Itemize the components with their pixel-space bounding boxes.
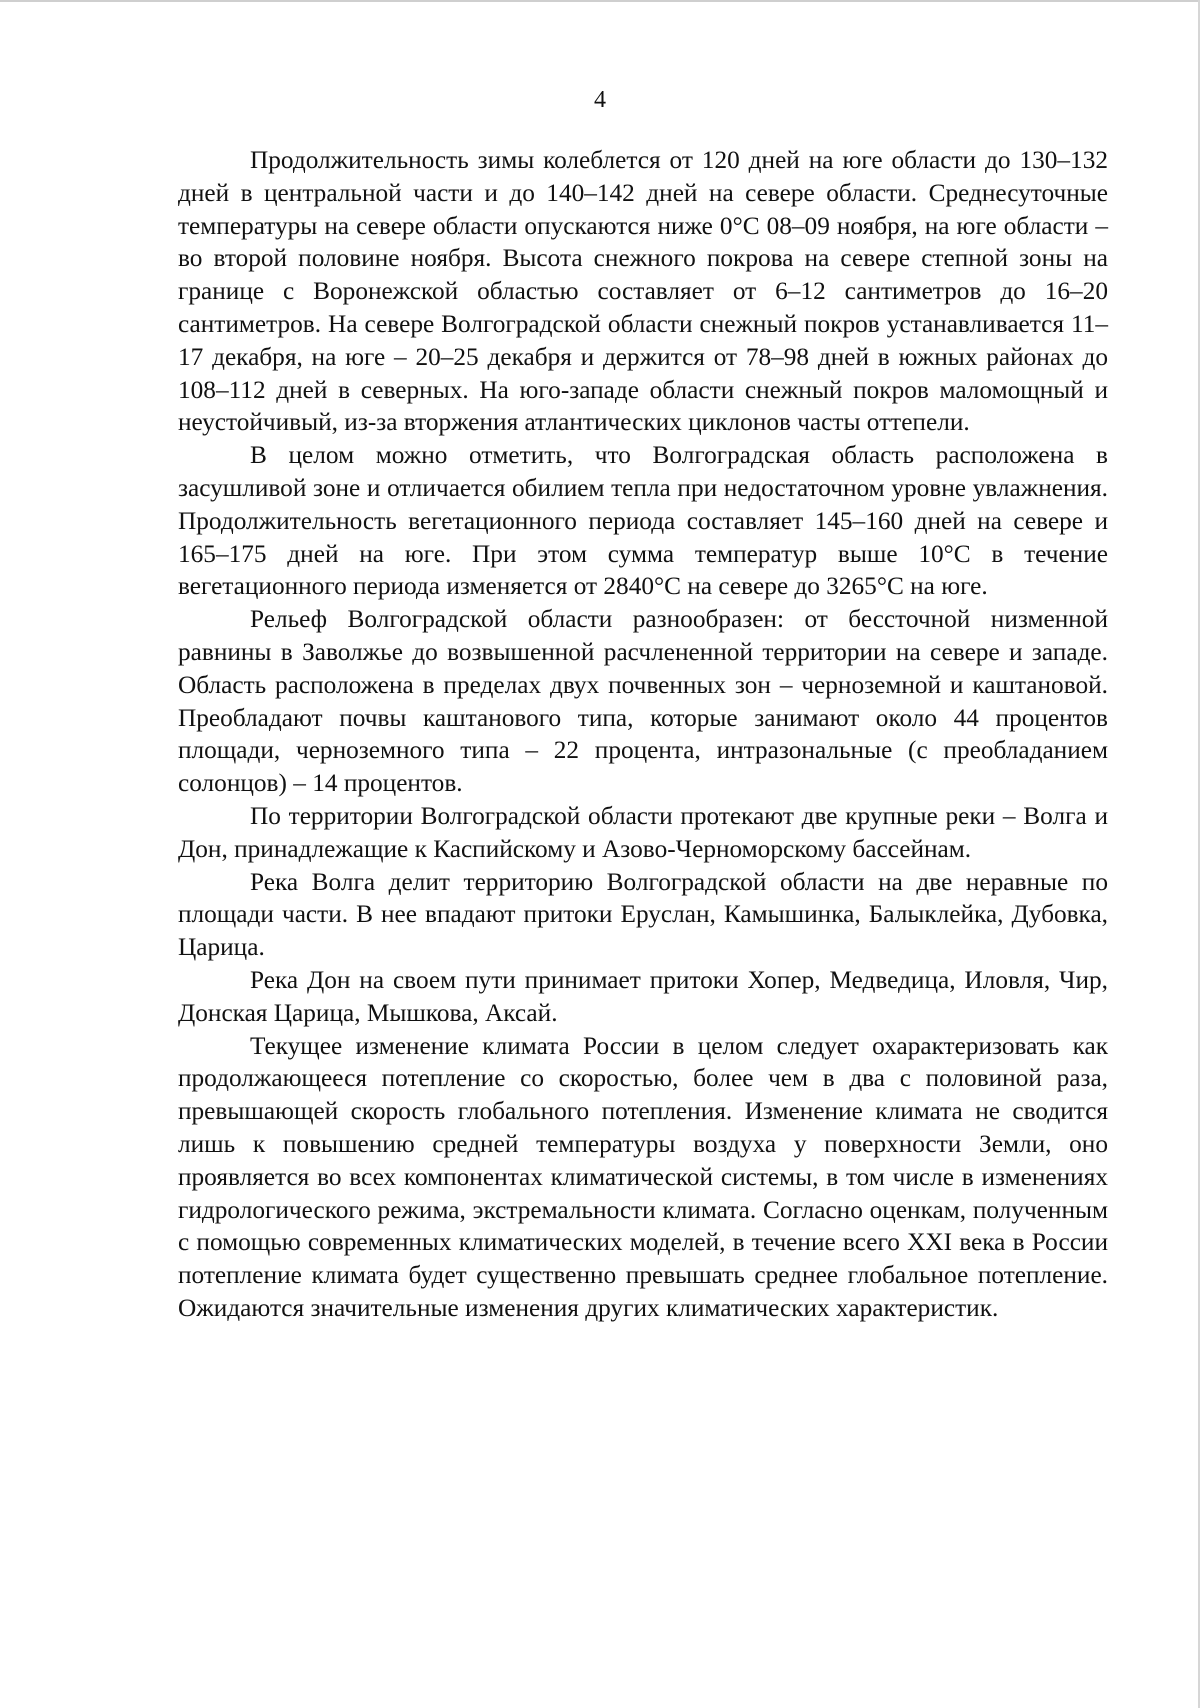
paragraph-climate-summary: В целом можно отметить, что Волгоградская область расположена в засушливой зоне и отличается обилием тепла при недостаточном уровне увлажнения. Продолжительность вегетационного периода составляет 145–160 дней на севере и 165–175 дней на юге. При этом сумма температур выше 10°С в течение вегетационного периода изменяется от 2840°С на севере до 3265°С на юге. [178, 441, 1108, 601]
paragraph-relief-soils: Рельеф Волгоградской области разнообразен: от бессточной низменной равнины в Заволжье до возвышенной расчлененной территории на севере и западе. Область расположена в пределах двух почвенных зон – черноземной и каштановой. Преобладают почвы каштанового типа, которые занимают около 44 процентов площади, черноземного типа – 22 процента, интразональные (с преобладанием солонцов) – 14 процентов. [178, 605, 1108, 798]
page-number: 4 [594, 87, 606, 113]
paragraph-volga: Река Волга делит территорию Волгоградской области на две неравные по площади части. В нее впадают притоки Еруслан, Камышинка, Балыклейка, Дубовка, Царица. [178, 867, 1108, 962]
scan-edge-top [0, 0, 1200, 2]
paragraph-rivers: По территории Волгоградской области протекают две крупные реки – Волга и Дон, принадлежащие к Каспийскому и Азово-Черноморскому бассейнам. [178, 801, 1108, 863]
paragraph-winter: Продолжительность зимы колеблется от 120 дней на юге области до 130–132 дней в центральной части и до 140–142 дней на севере области. Среднесуточные температуры на севере области опускаются ниже 0°С 08–09 ноября, на юге области – во второй половине ноября. Высота снежного покрова на севере степной зоны на границе с Воронежской областью составляет от 6–12 сантиметров до 16–20 сантиметров. На севере Волгоградской области снежный покров устанавливается 11–17 декабря, на юге – 20–25 декабря и держится от 78–98 дней в южных районах до 108–112 дней в северных. На юго-западе области снежный покров маломощный и неустойчивый, из-за вторжения атлантических циклонов часты оттепели. [178, 146, 1108, 437]
paragraph-climate-change: Текущее изменение климата России в целом следует охарактеризовать как продолжающееся потепление со скоростью, более чем в два с половиной раза, превышающей скорость глобального потепления. Изменение климата не сводится лишь к повышению средней температуры воздуха у поверхности Земли, оно проявляется во всех компонентах климатической системы, в том числе в изменениях гидрологического режима, экстремальности климата. Согласно оценкам, полученным с помощью современных климатических моделей, в течение всего XXI века в России потепление климата будет существенно превышать среднее глобальное потепление. Ожидаются значительные изменения других климатических характеристик. [178, 1031, 1108, 1322]
body-text [178, 144, 1108, 1325]
paragraph-don: Река Дон на своем пути принимает притоки Хопер, Медведица, Иловля, Чир, Донская Царица, Мышкова, Аксай. [178, 965, 1108, 1027]
